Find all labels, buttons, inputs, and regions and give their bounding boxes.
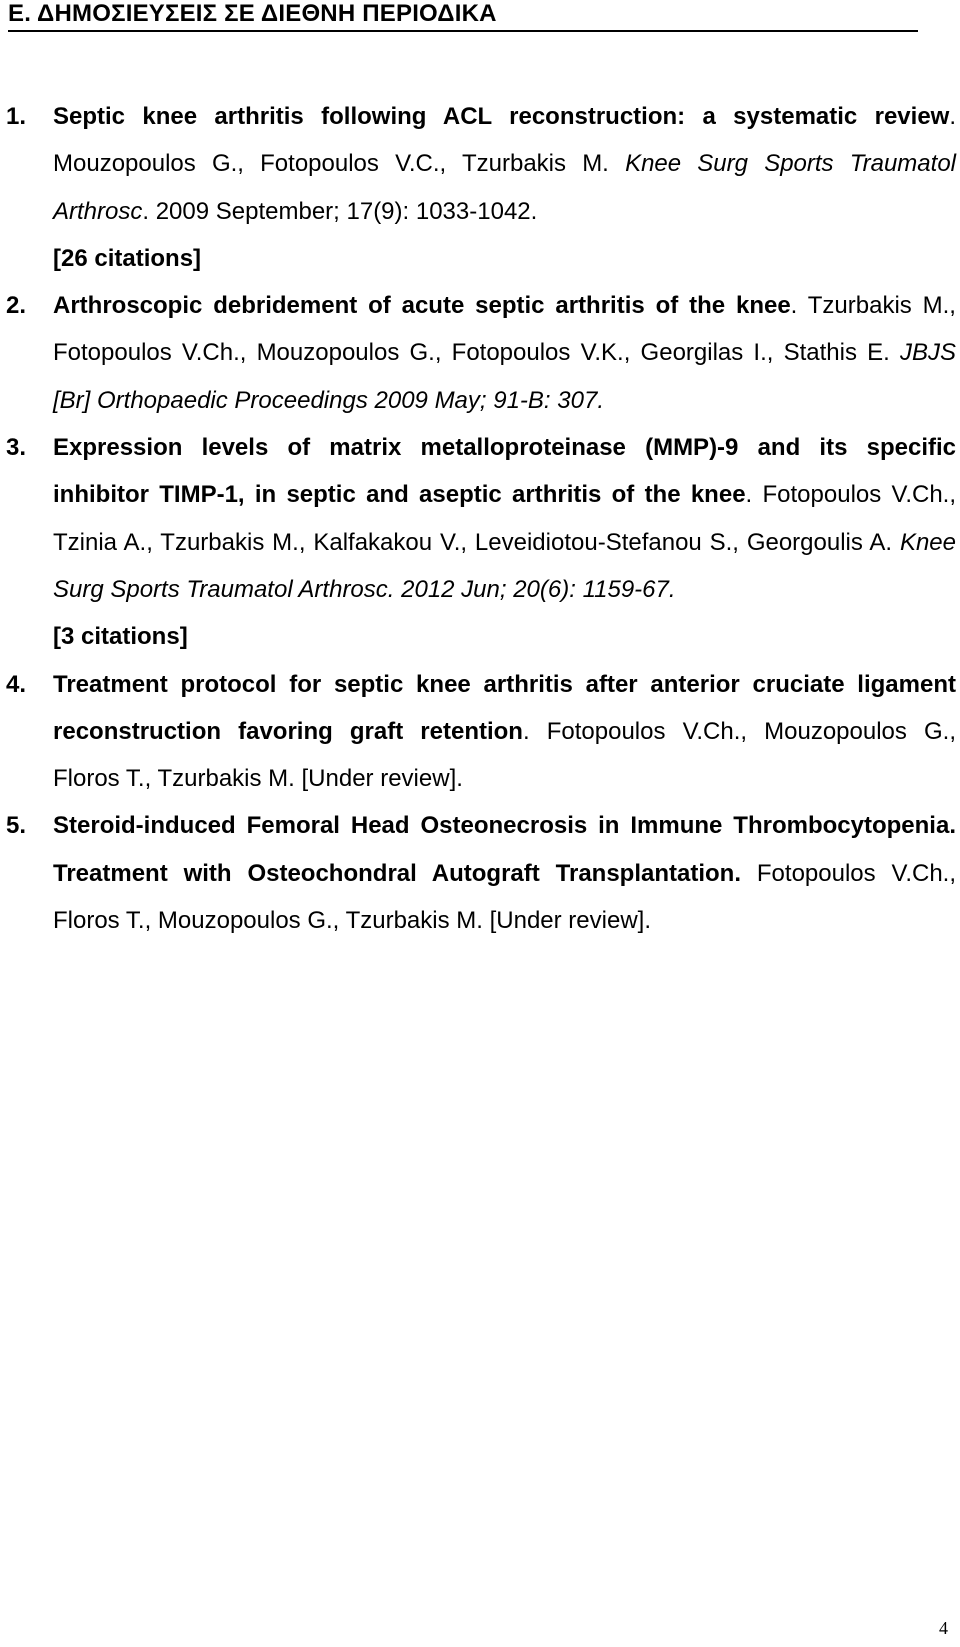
publication-item: 2. Arthroscopic debridement of acute septic arthritis of the knee. Tzurbakis M., Fotopoulos V.Ch., Mouzopoulos G., Fotopoulos V.K., Georgilas I., Stathis E. JBJS [Br] Orthopaedic Proceedings 2009 May; 91-B: 307. [53, 282, 956, 424]
publication-number: 4. [6, 670, 27, 698]
publication-item: 3. Expression levels of matrix metalloproteinase (MMP)-9 and its specific inhibitor TIMP-1, in septic and aseptic arthritis of the knee. Fotopoulos V.Ch., Tzinia A., Tzurbakis M., Kalfakakou V., Leveidiotou-Stefanou S., Georgoulis A. Knee Surg Sports Traumatol Arthrosc. 2012 Jun; 20(6): 1159-67. [3 citations] [53, 424, 956, 660]
publication-journal: Knee Surg Sports Traumatol Arthrosc [53, 150, 956, 225]
publication-title: Expression levels of matrix metalloproteinase (MMP)-9 and its specific inhibitor TIMP-1, in septic and aseptic arthritis of the knee [53, 434, 956, 509]
citation-count: [3 citations] [53, 623, 188, 651]
publication-title: Steroid-induced Femoral Head Osteonecrosis in Immune Thrombocytopenia. Treatment with Osteochondral Autograft Transplantation. [53, 812, 956, 887]
publication-authors: Mouzopoulos G., Fotopoulos V.C., Tzurbakis M. [53, 150, 609, 178]
publication-authors: Tzurbakis M., Fotopoulos V.Ch., Mouzopoulos G., Fotopoulos V.K., Georgilas I., Stathis E. [53, 292, 956, 367]
publication-number: 3. [6, 434, 27, 462]
publication-list [0, 93, 960, 944]
citation-count: [26 citations] [53, 244, 202, 272]
publication-authors: Fotopoulos V.Ch., Mouzopoulos G., Floros T., Tzurbakis M. [Under review]. [53, 717, 956, 793]
publication-item [6, 802, 957, 944]
publication-authors: Fotopoulos V.Ch., Tzinia A., Tzurbakis M., Kalfakakou V., Leveidiotou-Stefanou S., Georgoulis A. [53, 481, 957, 556]
publication-item: 1. Septic knee arthritis following ACL reconstruction: a systematic review. Mouzopoulos G., Fotopoulos V.C., Tzurbakis M. Knee Surg Sports Traumatol Arthrosc. 2009 September; 17(9): 1033-1042. [26 citations] [53, 93, 956, 282]
publication-title: Arthroscopic debridement of acute septic arthritis of the knee [53, 292, 791, 320]
publication-number: 2. [6, 292, 27, 320]
publication-details: 2009 September; 17(9): 1033-1042. [155, 197, 538, 225]
publication-journal: Knee Surg Sports Traumatol Arthrosc. 2012 Jun; 20(6): 1159-67. [53, 528, 956, 603]
publication-number: 5. [6, 812, 27, 840]
publication-number: 1. [6, 103, 27, 130]
publication-item: 4. Treatment protocol for septic knee arthritis after anterior cruciate ligament reconstruction favoring graft retention. Fotopoulos V.Ch., Mouzopoulos G., Floros T., Tzurbakis M. [Under review]. [53, 661, 956, 803]
publication-journal: JBJS [Br] Orthopaedic Proceedings 2009 May; 91-B: 307. [53, 339, 956, 414]
publication-title: Treatment protocol for septic knee arthritis after anterior cruciate ligament reconstruction favoring graft retention [53, 670, 956, 745]
section-heading: Ε. ΔΗΜΟΣΙΕΥΣΕΙΣ ΣΕ ΔΙΕΘΝΗ ΠΕΡΙΟΔΙΚΑ [8, 0, 918, 32]
publication-title: Septic knee arthritis following ACL reconstruction: a systematic review [53, 103, 950, 130]
page-number: 4 [939, 1618, 948, 1638]
publication-authors: Fotopoulos V.Ch., Floros T., Mouzopoulos G., Tzurbakis M. [Under review]. [53, 859, 957, 935]
